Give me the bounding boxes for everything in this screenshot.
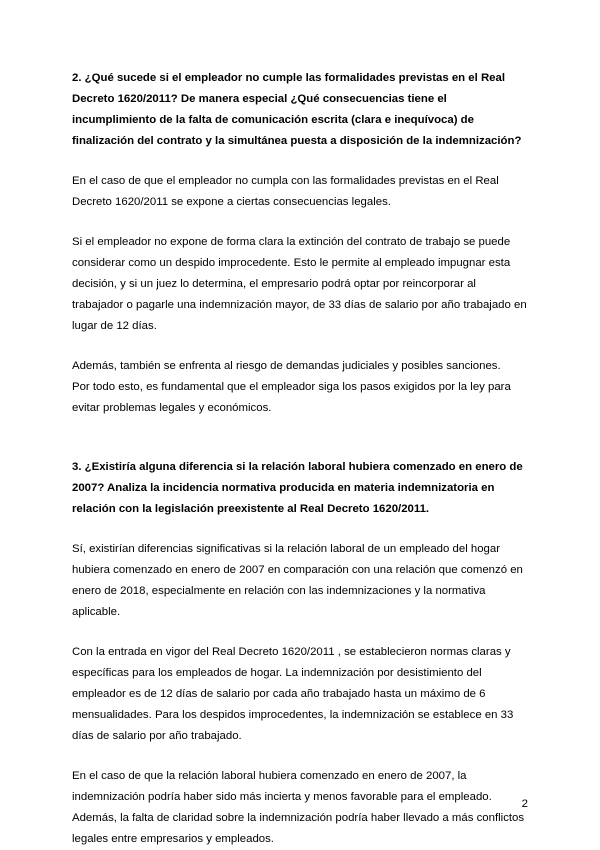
section-2-heading: 2. ¿Qué sucede si el empleador no cumple las formalidades previstas en el Real Decreto 1620/2011? De manera especial ¿Qué consecuencias tiene el incumplimiento de la falta de comunicación escrita (clara e inequívoca) de finalización del contrato y la simultánea puesta a disposición de la indemnización?: [72, 72, 522, 147]
section-3-heading: 3. ¿Existiría alguna diferencia si la relación laboral hubiera comenzado en enero de 2007? Analiza la incidencia normativa producida en materia indemnizatoria en relación con la legislación preexistente al Real Decreto 1620/2011.: [72, 461, 523, 515]
section-2-paragraph-3: Además, también se enfrenta al riesgo de demandas judiciales y posibles sanciones.: [72, 360, 501, 372]
section-3-paragraph-2: Con la entrada en vigor del Real Decreto 1620/2011 , se establecieron normas claras y específicas para los empleados de hogar. La indemnización por desistimiento del empleador es de 12 días de salario por cada año trabajado hasta un máximo de 6 mensualidades. Para los despidos improcedentes, la indemnización se establece en 33 días de salario por año trabajado.: [72, 646, 514, 742]
section-2-paragraph-1: En el caso de que el empleador no cumpla con las formalidades previstas en el Real Decreto 1620/2011 se expone a ciertas consecuencias legales.: [72, 175, 499, 208]
section-2-paragraph-2: Si el empleador no expone de forma clara la extinción del contrato de trabajo se puede considerar como un despido improcedente. Esto le permite al empleado impugnar esta decisión, y si un juez lo determina, el empresario podrá optar por reincorporar al trabajador o pagarle una indemnización mayor, de 33 días de salario por año trabajado en lugar de 12 días.: [72, 236, 527, 332]
section-3-paragraph-3: En el caso de que la relación laboral hubiera comenzado en enero de 2007, la indemnización podría haber sido más incierta y menos favorable para el empleado. Además, la falta de claridad sobre la indemnización podría haber llevado a más conflictos legales entre empresarios y empleados.: [72, 770, 525, 845]
page-content: [72, 68, 530, 850]
page-number: 2: [521, 798, 528, 810]
section-2-paragraph-4: Por todo esto, es fundamental que el empleador siga los pasos exigidos por la ley para evitar problemas legales y económicos.: [72, 381, 511, 414]
section-3-paragraph-1: Sí, existirían diferencias significativas si la relación laboral de un empleado del hogar hubiera comenzado en enero de 2007 en comparación con una relación que comenzó en enero de 2018, especialmente en relación con las indemnizaciones y la normativa aplicable.: [72, 543, 523, 618]
